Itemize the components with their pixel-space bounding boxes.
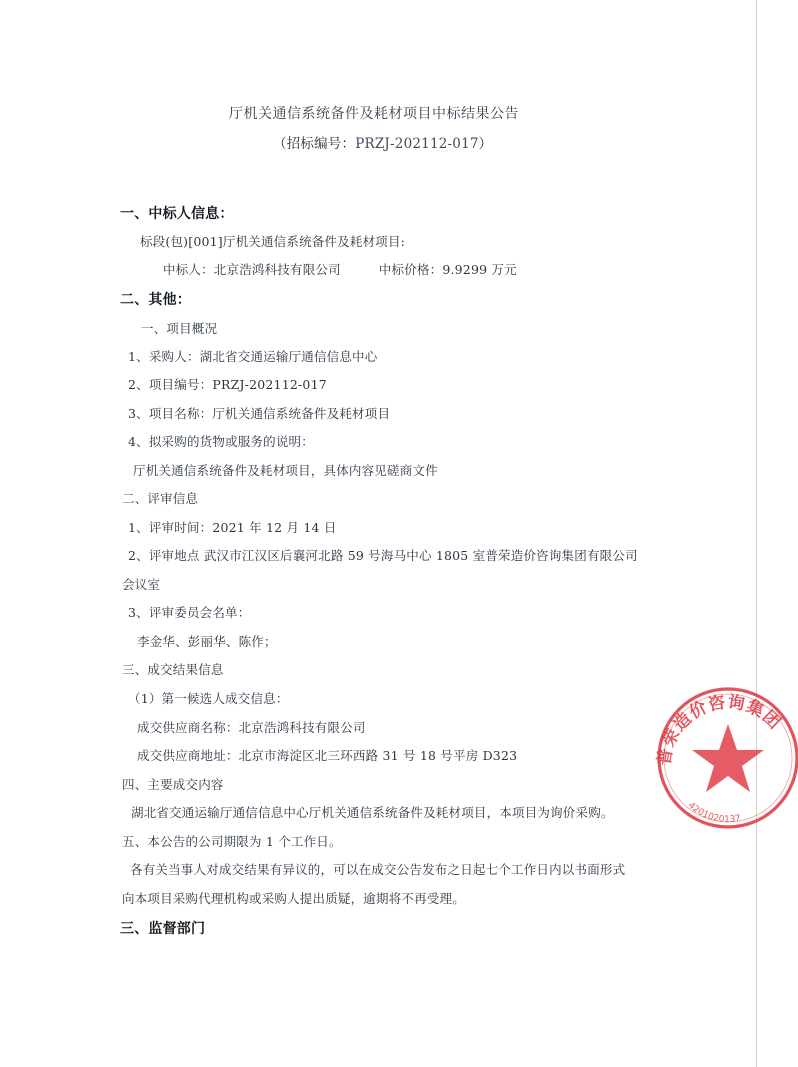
committee-label: 3、评审委员会名单： bbox=[128, 605, 251, 620]
project-number: 2、项目编号：PRZJ-202112-017 bbox=[128, 377, 327, 392]
goods-description: 厅机关通信系统备件及耗材项目，具体内容见磋商文件 bbox=[133, 463, 438, 478]
section-winner-heading: 一、中标人信息： bbox=[120, 206, 234, 222]
supplier-name: 成交供应商名称：北京浩鸿科技有限公司 bbox=[137, 720, 366, 735]
contract-content-heading: 四、主要成交内容 bbox=[122, 777, 224, 792]
project-overview-heading: 一、项目概况 bbox=[141, 321, 218, 336]
tender-number-code: PRZJ-202112-017 bbox=[355, 136, 479, 152]
tender-number-suffix: ） bbox=[478, 136, 493, 152]
purchaser: 1、采购人：湖北省交通运输厅通信信息中心 bbox=[128, 349, 378, 364]
review-time: 1、评审时间：2021 年 12 月 14 日 bbox=[128, 520, 337, 535]
company-seal bbox=[648, 684, 785, 832]
project-name: 3、项目名称：厅机关通信系统备件及耗材项目 bbox=[128, 406, 391, 421]
winning-price: 中标价格：9.9299 万元 bbox=[378, 262, 517, 277]
winner-name: 中标人：北京浩鸿科技有限公司 bbox=[163, 262, 341, 277]
seal-number-text: 4201020137 bbox=[685, 800, 742, 826]
announcement-period: 五、本公告的公司期限为 1 个工作日。 bbox=[122, 834, 342, 849]
objection-notice-2: 向本项目采购代理机构或采购人提出质疑，逾期将不再受理。 bbox=[122, 891, 465, 906]
section-supervision-heading: 三、监督部门 bbox=[120, 921, 206, 937]
goods-description-label: 4、拟采购的货物或服务的说明： bbox=[128, 434, 314, 449]
seal-star-icon bbox=[692, 724, 764, 792]
seal-company-text: 普荣造价咨询集团 bbox=[654, 692, 785, 767]
supplier-address: 成交供应商地址：北京市海淀区北三环西路 31 号 18 号平房 D323 bbox=[137, 748, 518, 763]
tender-number-prefix: （招标编号： bbox=[273, 136, 356, 152]
document-title: 厅机关通信系统备件及耗材项目中标结果公告 bbox=[229, 106, 519, 122]
seal-graphic bbox=[648, 684, 798, 832]
review-location-cont: 会议室 bbox=[122, 577, 161, 592]
result-info-heading: 三、成交结果信息 bbox=[122, 662, 224, 677]
winner-info bbox=[163, 262, 517, 278]
review-location: 2、评审地点 武汉市江汉区后襄河北路 59 号海马中心 1805 室普荣造价咨询集团有限公司 bbox=[128, 548, 638, 563]
objection-notice-1: 各有关当事人对成交结果有异议的，可以在成交公告发布之日起七个工作日内以书面形式 bbox=[130, 862, 626, 877]
contract-content: 湖北省交通运输厅通信信息中心厅机关通信系统备件及耗材项目，本项目为询价采购。 bbox=[131, 805, 614, 820]
section-other-heading: 二、其他： bbox=[120, 292, 191, 308]
review-info-heading: 二、评审信息 bbox=[122, 491, 199, 506]
committee-members: 李金华、彭丽华、陈作； bbox=[137, 634, 277, 649]
tender-number bbox=[273, 136, 492, 152]
lot-description: 标段(包)[001]厅机关通信系统备件及耗材项目: bbox=[140, 234, 406, 249]
first-candidate: （1）第一候选人成交信息： bbox=[128, 691, 289, 706]
